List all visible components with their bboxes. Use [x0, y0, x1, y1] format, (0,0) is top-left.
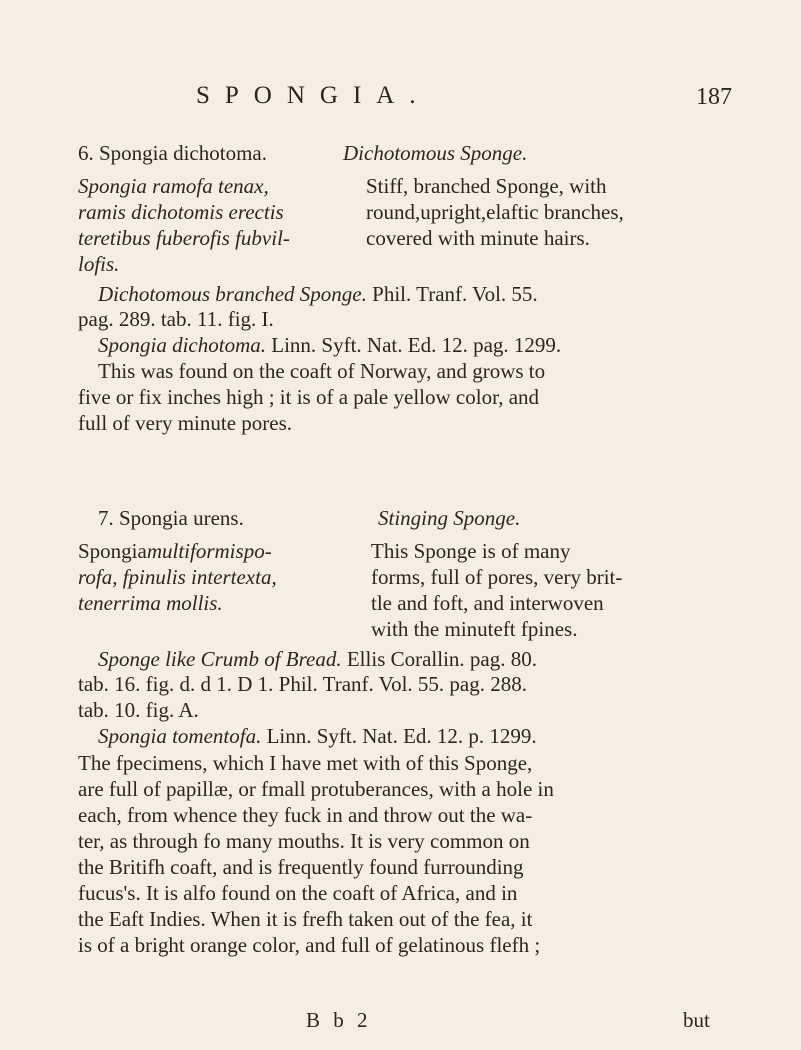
description-line: the Eaft Indies. When it is frefh taken out of the fea, it	[78, 907, 533, 931]
reference-text: Ellis Corallin. pag. 80.	[346, 647, 538, 671]
description-line: ter, as through fo many mouths. It is very common on	[78, 829, 530, 853]
latin-name: 7. Spongia urens.	[98, 506, 244, 530]
reference-line	[98, 646, 537, 672]
diagnosis-right-line: This Sponge is of many	[371, 539, 571, 563]
diagnosis-left-line: teretibus fuberofis fubvil-	[78, 226, 290, 250]
diagnosis-left-line: lofis.	[78, 252, 120, 276]
diagnosis-right-line: Stiff, branched Sponge, with	[366, 174, 607, 198]
diagnosis-left-line	[78, 538, 272, 564]
catchword: but	[683, 1008, 710, 1032]
diagnosis-left-line: ramis dichotomis erectis	[78, 200, 284, 224]
diagnosis-right-line: tle and foft, and interwoven	[371, 591, 604, 615]
reference-title: Sponge like Crumb of Bread.	[98, 647, 342, 671]
diagnosis-right-line: forms, full of pores, very brit-	[371, 565, 623, 589]
diagnosis-right-line: round,upright,elaftic branches,	[366, 200, 624, 224]
diagnosis-right-line: covered with minute hairs.	[366, 226, 590, 250]
page-number: 187	[696, 84, 732, 110]
diagnosis-left-line: tenerrima mollis.	[78, 591, 223, 615]
reference-line: pag. 289. tab. 11. fig. I.	[78, 307, 274, 331]
genus-name: Spongia	[78, 539, 147, 563]
reference-line	[98, 332, 561, 358]
reference-line: tab. 16. fig. d. d 1. D 1. Phil. Tranf. Vol. 55. pag. 288.	[78, 672, 527, 696]
species-descriptor: multiformispo-	[146, 539, 272, 563]
description-line: each, from whence they fuck in and throw out the wa-	[78, 803, 533, 827]
reference-title: Dichotomous branched Sponge.	[98, 282, 367, 306]
description-line: This was found on the coaft of Norway, and grows to	[98, 359, 546, 383]
reference-line: tab. 10. fig. A.	[78, 698, 199, 722]
reference-title: Spongia tomentofa.	[98, 724, 262, 748]
reference-title: Spongia dichotoma.	[98, 333, 266, 357]
description-line: is of a bright orange color, and full of gelatinous flefh ;	[78, 933, 541, 957]
description-line: The fpecimens, which I have met with of this Sponge,	[78, 751, 533, 775]
description-line: full of very minute pores.	[78, 411, 293, 435]
reference-line	[98, 281, 538, 307]
description-line: are full of papillæ, or fmall protuberances, with a hole in	[78, 777, 554, 801]
diagnosis-left-line: Spongia ramofa tenax,	[78, 174, 269, 198]
diagnosis-left-line: rofa, fpinulis intertexta,	[78, 565, 277, 589]
diagnosis-right-line: with the minuteft fpines.	[371, 617, 578, 641]
reference-text: Linn. Syft. Nat. Ed. 12. pag. 1299.	[271, 333, 562, 357]
signature-mark: B b 2	[306, 1008, 372, 1032]
reference-text: Linn. Syft. Nat. Ed. 12. p. 1299.	[266, 724, 537, 748]
description-line: fucus's. It is alfo found on the coaft of Africa, and in	[78, 881, 518, 905]
description-line: the Britifh coaft, and is frequently found furrounding	[78, 855, 524, 879]
latin-name: 6. Spongia dichotoma.	[78, 141, 267, 165]
reference-line	[98, 723, 537, 749]
common-name: Dichotomous Sponge.	[343, 141, 528, 165]
description-line: five or fix inches high ; it is of a pale yellow color, and	[78, 385, 540, 409]
common-name: Stinging Sponge.	[378, 506, 521, 530]
reference-text: Phil. Tranf. Vol. 55.	[372, 282, 538, 306]
running-title: SPONGIA.	[196, 82, 431, 109]
